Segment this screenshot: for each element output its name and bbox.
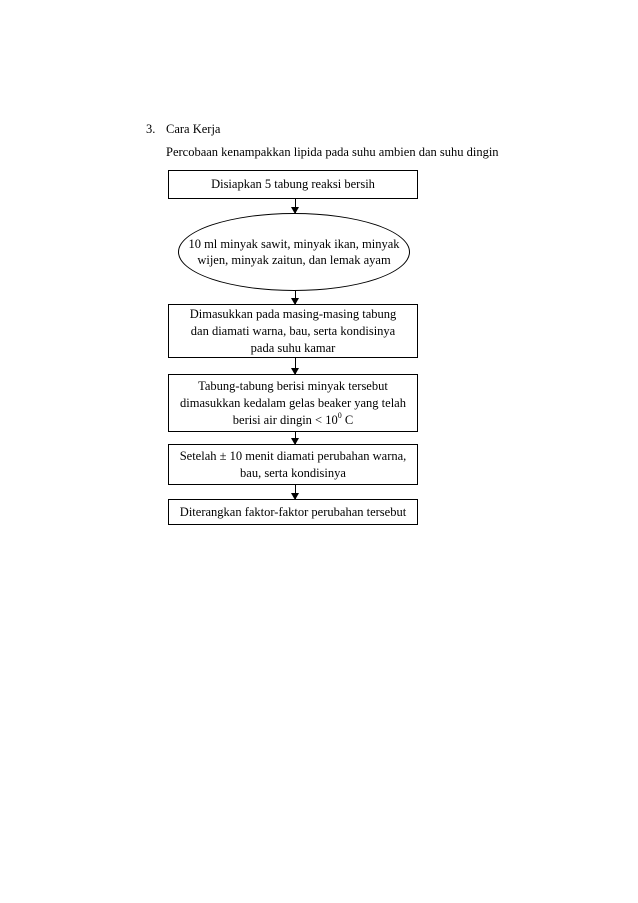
- flow-step-4-line-1: Tabung-tabung berisi minyak tersebut: [198, 378, 388, 393]
- flow-step-6-text: Diterangkan faktor-faktor perubahan tersebut: [179, 504, 407, 519]
- flow-step-4-line-3-prefix: berisi air dingin < 10: [232, 412, 338, 427]
- flow-arrow-5: [295, 485, 296, 499]
- flow-arrow-4: [295, 432, 296, 444]
- section-intro: Percobaan kenampakkan lipida pada suhu ambien dan suhu dingin: [166, 145, 499, 159]
- degree-superscript: 0: [337, 410, 342, 420]
- flow-step-4-line-3-suffix: C: [341, 412, 354, 427]
- flow-step-1: [168, 170, 418, 199]
- flow-step-5-line-1: Setelah ± 10 menit diamati perubahan warna,: [179, 448, 407, 463]
- flow-step-4: [168, 374, 418, 432]
- section-number: 3.: [146, 122, 156, 136]
- flow-step-5: [168, 444, 418, 485]
- flow-step-1-text: Disiapkan 5 tabung reaksi bersih: [211, 177, 375, 191]
- flow-arrow-2: [295, 291, 296, 304]
- flow-step-4-line-3: [180, 412, 406, 429]
- flow-step-3-line-1: Dimasukkan pada masing-masing tabung: [189, 306, 397, 321]
- flow-step-2-line-1: 10 ml minyak sawit, minyak: [188, 237, 332, 251]
- flow-step-2: [178, 213, 410, 291]
- flow-step-6: [168, 499, 418, 525]
- flow-step-5-line-2: bau, serta kondisinya: [240, 465, 346, 480]
- flow-arrow-1: [295, 199, 296, 213]
- flow-step-3-line-3: pada suhu kamar: [250, 340, 336, 355]
- flow-step-3-line-2: dan diamati warna, bau, serta kondisinya: [190, 323, 396, 338]
- section-heading: [146, 122, 220, 137]
- flow-step-3: [168, 304, 418, 358]
- section-title: Cara Kerja: [166, 122, 221, 136]
- flow-step-4-line-2: dimasukkan kedalam gelas beaker yang telah: [180, 395, 406, 410]
- flow-step-2-line-2: ikan, minyak wijen, minyak: [197, 237, 400, 267]
- flow-step-2-line-3: zaitun, dan lemak ayam: [271, 253, 391, 267]
- flow-arrow-3: [295, 358, 296, 374]
